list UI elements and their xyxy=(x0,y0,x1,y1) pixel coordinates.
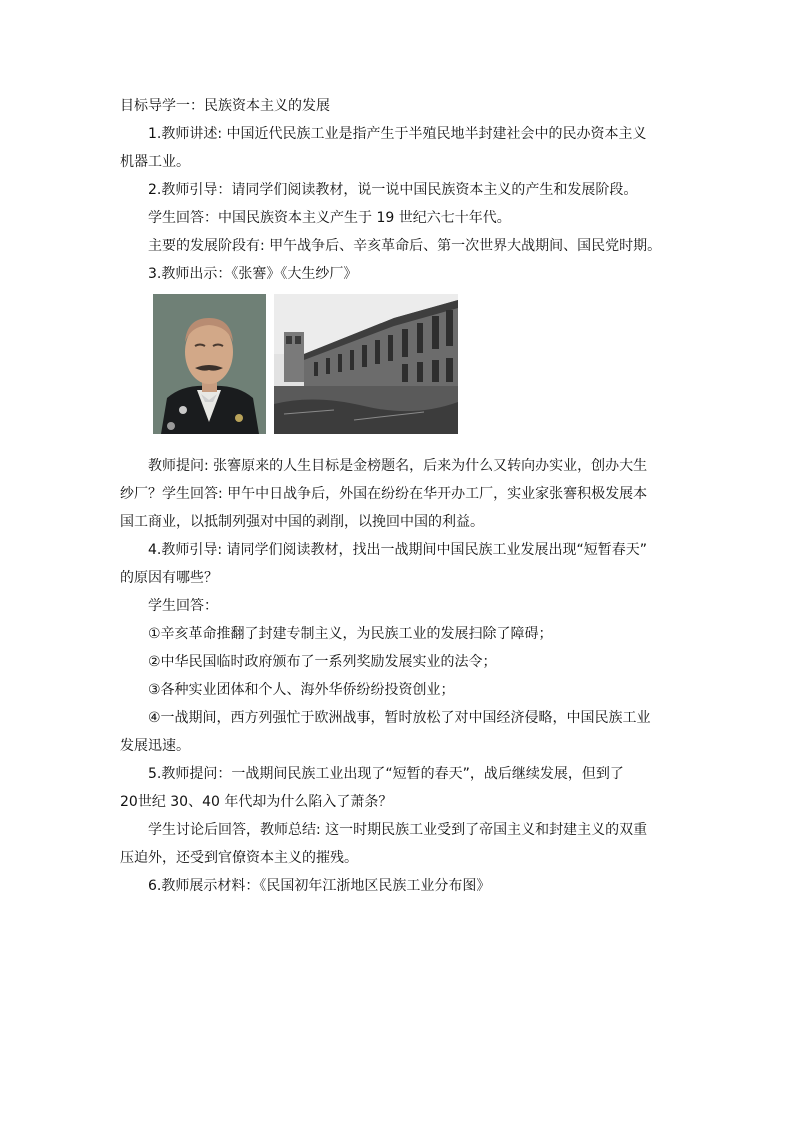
paragraph-line: 教师提问: 张謇原来的人生目标是金榜题名，后来为什么又转向办实业，创办大生 xyxy=(148,458,648,474)
portrait-photo xyxy=(153,294,266,434)
paragraph-line: 3.教师出示：《张謇》《大生纱厂》 xyxy=(148,266,358,282)
paragraph-line: 5.教师提问：一战期间民族工业出现了“短暂的春天”，战后继续发展，但到了 xyxy=(148,766,624,782)
figure-row xyxy=(120,294,680,444)
paragraph-line: 学生回答：中国民族资本主义产生于 19 世纪六七十年代。 xyxy=(148,210,511,226)
paragraph-line: 发展迅速。 xyxy=(120,738,190,754)
paragraph-line: 纱厂？学生回答: 甲午中日战争后，外国在纷纷在华开办工厂，实业家张謇积极发展本 xyxy=(120,486,648,502)
list-item: ①辛亥革命推翻了封建专制主义，为民族工业的发展扫除了障碍； xyxy=(148,626,553,642)
list-item: ②中华民国临时政府颁布了一系列奖励发展实业的法令； xyxy=(148,654,497,670)
paragraph-line: 4.教师引导: 请同学们阅读教材，找出一战期间中国民族工业发展出现“短暂春天” xyxy=(148,542,648,558)
paragraph-line: 学生回答： xyxy=(148,598,218,614)
section-title: 目标导学一：民族资本主义的发展 xyxy=(120,98,330,114)
list-item: ④一战期间，西方列强忙于欧洲战事，暂时放松了对中国经济侵略，中国民族工业 xyxy=(148,710,651,726)
paragraph-line: 6.教师展示材料：《民国初年江浙地区民族工业分布图》 xyxy=(148,878,491,894)
paragraph-line: 的原因有哪些？ xyxy=(120,570,218,586)
paragraph-line: 国工商业，以抵制列强对中国的剥削，以挽回中国的利益。 xyxy=(120,514,484,530)
list-item: ③各种实业团体和个人、海外华侨纷纷投资创业； xyxy=(148,682,455,698)
paragraph-line: 机器工业。 xyxy=(120,154,190,170)
paragraph-line: 1.教师讲述: 中国近代民族工业是指产生于半殖民地半封建社会中的民办资本主义 xyxy=(148,126,647,142)
document-body xyxy=(120,92,680,900)
factory-photo xyxy=(274,294,458,434)
paragraph-line: 2.教师引导：请同学们阅读教材，说一说中国民族资本主义的产生和发展阶段。 xyxy=(148,182,638,198)
paragraph-line: 压迫外，还受到官僚资本主义的摧残。 xyxy=(120,850,358,866)
paragraph-line: 主要的发展阶段有: 甲午战争后、辛亥革命后、第一次世界大战期间、国民党时期。 xyxy=(148,238,662,254)
paragraph-line: 学生讨论后回答，教师总结: 这一时期民族工业受到了帝国主义和封建主义的双重 xyxy=(148,822,648,838)
paragraph-line: 20世纪 30、40 年代却为什么陷入了萧条？ xyxy=(120,794,393,810)
